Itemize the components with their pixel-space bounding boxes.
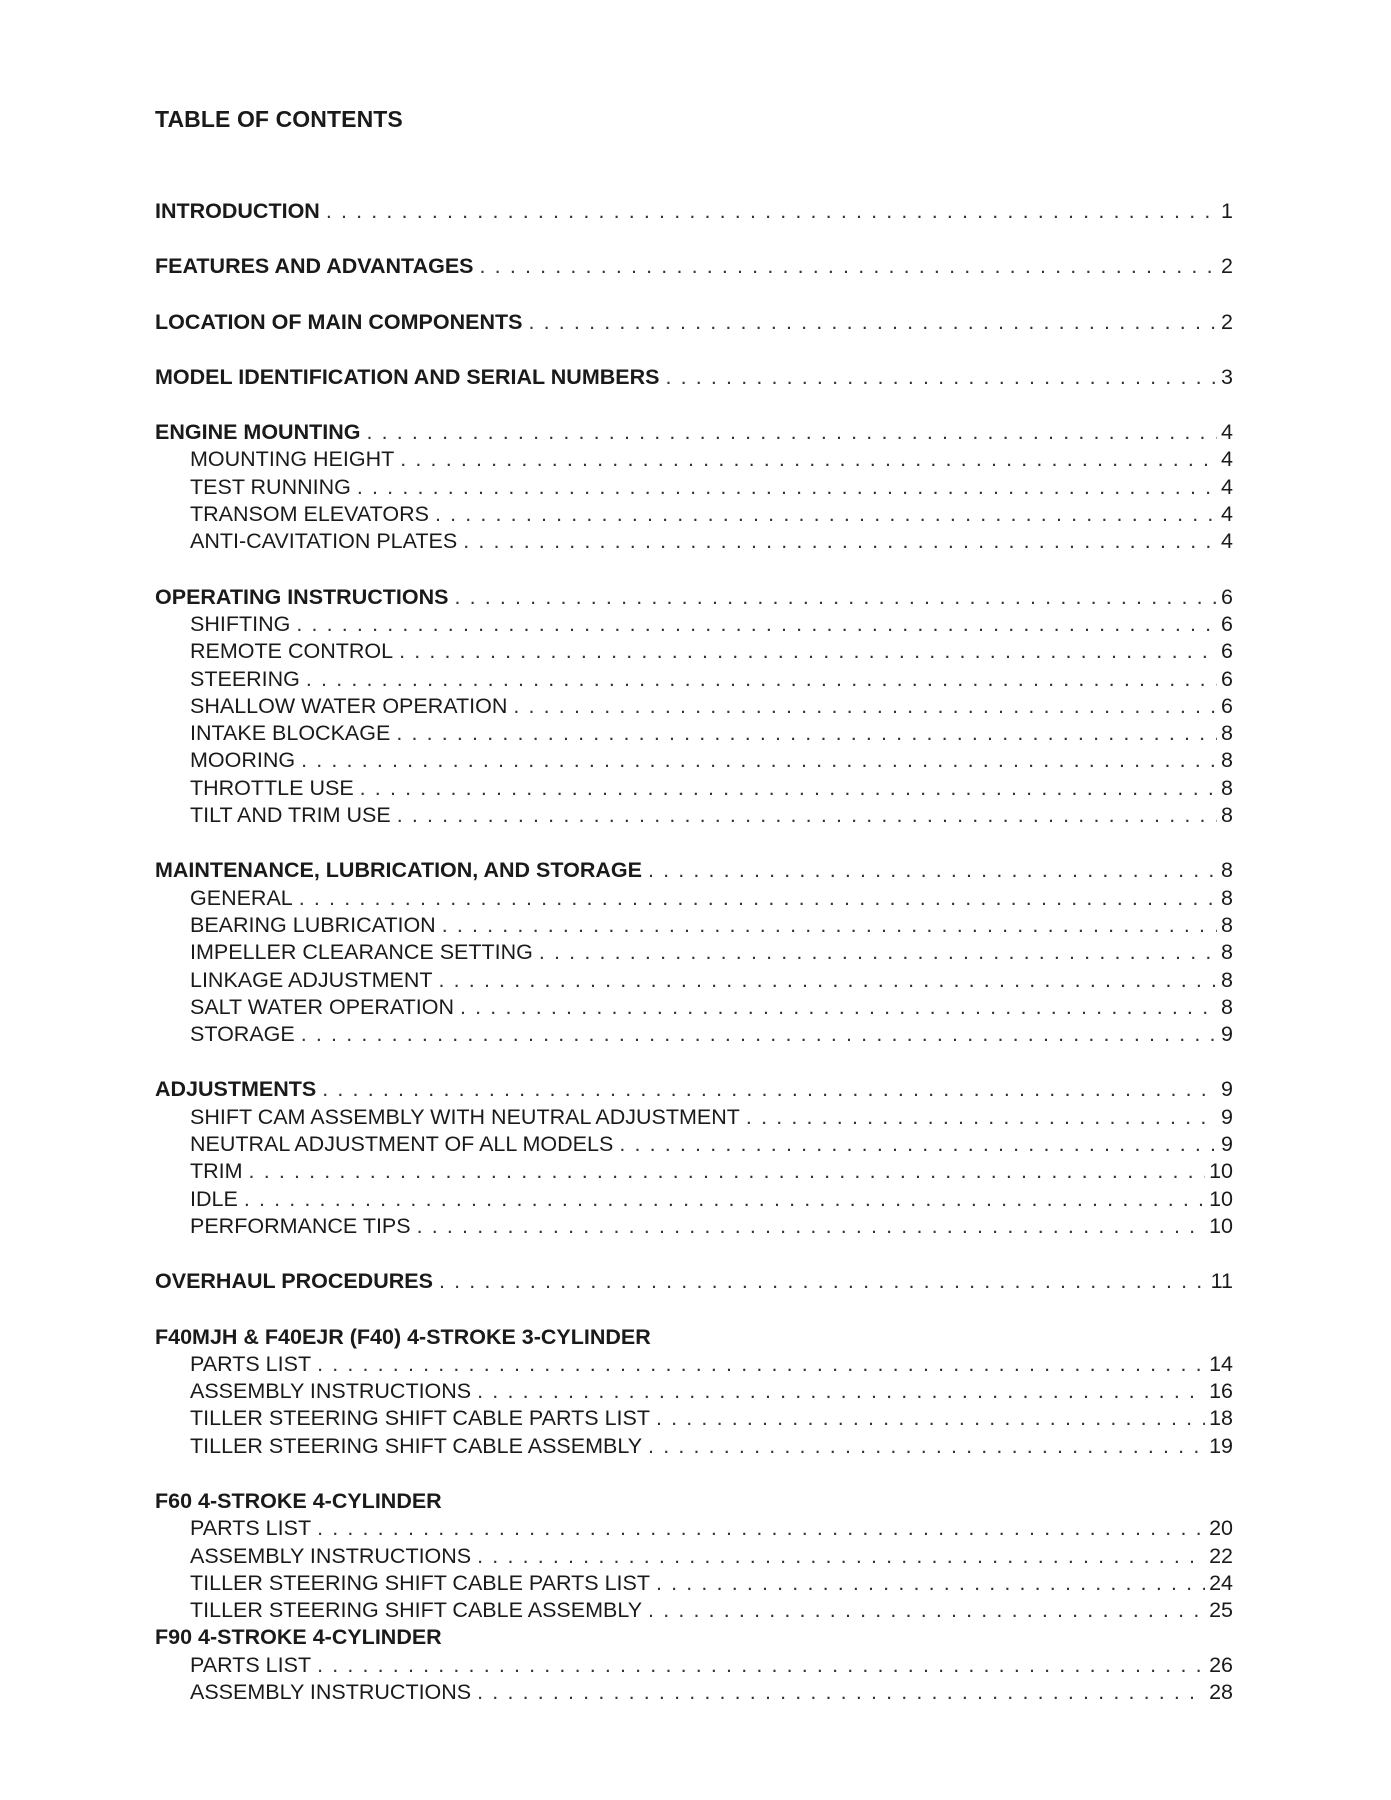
- toc-entry-title: TILT AND TRIM USE: [190, 803, 391, 828]
- toc-entry[interactable]: [155, 1268, 1233, 1295]
- toc-page-number: 6: [1221, 584, 1233, 609]
- toc-page-number: 2: [1221, 309, 1233, 334]
- toc-entry-title: GENERAL: [190, 885, 293, 910]
- toc-page-number: 6: [1221, 639, 1233, 664]
- dot-leader: [460, 994, 1217, 1021]
- section-spacer: [155, 1240, 1233, 1268]
- toc-page-number: 26: [1209, 1652, 1233, 1677]
- toc-subentry[interactable]: [155, 1021, 1233, 1048]
- toc-page-number: 8: [1221, 885, 1233, 910]
- dot-leader: [442, 912, 1217, 939]
- toc-page-number: 8: [1221, 912, 1233, 937]
- toc-section-heading: [155, 1324, 1233, 1351]
- toc-entry-title: PARTS LIST: [190, 1351, 312, 1376]
- dot-leader: [439, 1268, 1207, 1295]
- toc-page-number: 4: [1221, 474, 1233, 499]
- toc-entry-title: TRANSOM ELEVATORS: [190, 502, 429, 527]
- toc-subentry[interactable]: [155, 802, 1233, 829]
- toc-subentry[interactable]: [155, 1597, 1233, 1624]
- toc-entry-title: STEERING: [190, 666, 300, 691]
- section-spacer: [155, 281, 1233, 309]
- toc-entry-title: SHIFTING: [190, 611, 291, 636]
- dot-leader: [648, 1597, 1205, 1624]
- toc-page-number: 6: [1221, 611, 1233, 636]
- toc-subentry[interactable]: [155, 1543, 1233, 1570]
- dot-leader: [665, 364, 1217, 391]
- toc-page-number: 6: [1221, 693, 1233, 718]
- table-of-contents: [155, 198, 1233, 1706]
- toc-subentry[interactable]: [155, 1213, 1233, 1240]
- toc-entry-title: TILLER STEERING SHIFT CABLE ASSEMBLY: [190, 1433, 643, 1458]
- toc-entry-title: PERFORMANCE TIPS: [190, 1213, 411, 1238]
- dot-leader: [397, 802, 1217, 829]
- toc-subentry[interactable]: [155, 1186, 1233, 1213]
- toc-entry-title: LOCATION OF MAIN COMPONENTS: [155, 309, 523, 334]
- dot-leader: [301, 1021, 1217, 1048]
- dot-leader: [539, 939, 1217, 966]
- toc-subentry[interactable]: [155, 1351, 1233, 1378]
- toc-entry-title: LINKAGE ADJUSTMENT: [190, 967, 433, 992]
- toc-page-number: 1: [1221, 199, 1233, 223]
- toc-entry-title: IDLE: [190, 1186, 238, 1211]
- toc-subentry[interactable]: [155, 1570, 1233, 1597]
- toc-subentry[interactable]: [155, 1405, 1233, 1432]
- toc-page-number: 8: [1221, 803, 1233, 828]
- dot-leader: [528, 309, 1217, 336]
- toc-subentry[interactable]: [155, 693, 1233, 720]
- toc-entry-title: MODEL IDENTIFICATION AND SERIAL NUMBERS: [155, 364, 660, 389]
- toc-page-number: 20: [1209, 1516, 1233, 1541]
- toc-entry[interactable]: [155, 857, 1233, 884]
- toc-subentry[interactable]: [155, 1652, 1233, 1679]
- dot-leader: [396, 720, 1217, 747]
- dot-leader: [400, 446, 1217, 473]
- toc-entry-title: OVERHAUL PROCEDURES: [155, 1269, 433, 1294]
- dot-leader: [477, 1543, 1205, 1570]
- toc-entry-title: F60 4-STROKE 4-CYLINDER: [155, 1488, 442, 1513]
- toc-entry[interactable]: [155, 1076, 1233, 1103]
- dot-leader: [477, 1378, 1205, 1405]
- dot-leader: [322, 1076, 1217, 1103]
- toc-subentry[interactable]: [155, 1131, 1233, 1158]
- section-spacer: [155, 1048, 1233, 1076]
- dot-leader: [244, 1186, 1205, 1213]
- toc-page-number: 8: [1221, 775, 1233, 800]
- toc-entry-title: INTAKE BLOCKAGE: [190, 721, 391, 746]
- toc-entry-title: ASSEMBLY INSTRUCTIONS: [190, 1543, 472, 1568]
- toc-page-number: 9: [1221, 1104, 1233, 1129]
- dot-leader: [317, 1351, 1205, 1378]
- toc-entry[interactable]: [155, 584, 1233, 611]
- toc-entry-title: SHALLOW WATER OPERATION: [190, 693, 508, 718]
- page-title: TABLE OF CONTENTS: [155, 106, 403, 132]
- toc-entry-title: REMOTE CONTROL: [190, 639, 394, 664]
- toc-entry-title: ASSEMBLY INSTRUCTIONS: [190, 1379, 472, 1404]
- toc-subentry[interactable]: [155, 528, 1233, 555]
- toc-subentry[interactable]: [155, 912, 1233, 939]
- dot-leader: [656, 1405, 1205, 1432]
- document-page: [155, 105, 1233, 1706]
- section-spacer: [155, 829, 1233, 857]
- dot-leader: [480, 253, 1218, 280]
- toc-page-number: 22: [1209, 1543, 1233, 1568]
- toc-page-number: 28: [1209, 1680, 1233, 1705]
- toc-page-number: 18: [1209, 1406, 1233, 1431]
- dot-leader: [249, 1158, 1206, 1185]
- toc-entry[interactable]: [155, 309, 1233, 336]
- toc-subentry[interactable]: [155, 666, 1233, 693]
- toc-page-number: 9: [1221, 1077, 1233, 1102]
- toc-page-number: 24: [1209, 1570, 1233, 1595]
- toc-page-number: 4: [1221, 420, 1233, 445]
- toc-entry[interactable]: [155, 419, 1233, 446]
- toc-page-number: 8: [1221, 994, 1233, 1019]
- dot-leader: [454, 584, 1217, 611]
- toc-subentry[interactable]: [155, 1433, 1233, 1460]
- toc-subentry[interactable]: [155, 939, 1233, 966]
- dot-leader: [317, 1515, 1205, 1542]
- toc-page-number: 25: [1209, 1598, 1233, 1623]
- toc-section-heading: [155, 1488, 1233, 1515]
- toc-page-number: 8: [1221, 721, 1233, 746]
- dot-leader: [648, 1433, 1205, 1460]
- toc-page-number: 11: [1210, 1269, 1233, 1294]
- toc-page-number: 4: [1221, 502, 1233, 527]
- toc-entry-title: ANTI-CAVITATION PLATES: [190, 529, 458, 554]
- toc-subentry[interactable]: [155, 747, 1233, 774]
- toc-subentry[interactable]: [155, 994, 1233, 1021]
- toc-page-number: 19: [1209, 1433, 1233, 1458]
- dot-leader: [746, 1104, 1217, 1131]
- toc-page-number: 8: [1221, 967, 1233, 992]
- toc-entry-title: INTRODUCTION: [155, 199, 320, 223]
- toc-page-number: 3: [1221, 364, 1233, 389]
- toc-subentry[interactable]: [155, 720, 1233, 747]
- toc-entry-title: PARTS LIST: [190, 1516, 312, 1541]
- toc-entry-title: FEATURES AND ADVANTAGES: [155, 254, 474, 279]
- toc-page-number: 4: [1221, 529, 1233, 554]
- dot-leader: [366, 419, 1217, 446]
- toc-subentry[interactable]: [155, 446, 1233, 473]
- toc-entry-title: F90 4-STROKE 4-CYLINDER: [155, 1625, 442, 1650]
- toc-entry-title: SALT WATER OPERATION: [190, 994, 455, 1019]
- toc-entry-title: TEST RUNNING: [190, 474, 351, 499]
- dot-leader: [417, 1213, 1205, 1240]
- dot-leader: [648, 857, 1217, 884]
- dot-leader: [306, 666, 1217, 693]
- toc-page-number: 10: [1209, 1213, 1233, 1238]
- dot-leader: [439, 967, 1218, 994]
- toc-page-number: 8: [1221, 940, 1233, 965]
- section-spacer: [155, 336, 1233, 364]
- toc-subentry[interactable]: [155, 1378, 1233, 1405]
- dot-leader: [656, 1570, 1205, 1597]
- toc-entry-title: F40MJH & F40EJR (F40) 4-STROKE 3-CYLINDER: [155, 1324, 651, 1349]
- toc-subentry[interactable]: [155, 1515, 1233, 1542]
- toc-entry-title: TILLER STEERING SHIFT CABLE PARTS LIST: [190, 1570, 650, 1595]
- toc-page-number: 10: [1209, 1186, 1233, 1211]
- toc-subentry[interactable]: [155, 638, 1233, 665]
- dot-leader: [299, 885, 1217, 912]
- toc-entry-title: STORAGE: [190, 1022, 295, 1047]
- toc-entry-title: TILLER STEERING SHIFT CABLE ASSEMBLY: [190, 1598, 643, 1623]
- toc-page-number: 2: [1221, 254, 1233, 279]
- toc-entry[interactable]: [155, 364, 1233, 391]
- toc-entry-title: ADJUSTMENTS: [155, 1077, 317, 1102]
- dot-leader: [317, 1652, 1205, 1679]
- toc-entry-title: TILLER STEERING SHIFT CABLE PARTS LIST: [190, 1406, 650, 1431]
- toc-subentry[interactable]: [155, 474, 1233, 501]
- toc-entry[interactable]: [155, 253, 1233, 280]
- toc-page-number: 6: [1221, 666, 1233, 691]
- toc-entry-title: IMPELLER CLEARANCE SETTING: [190, 940, 533, 965]
- toc-subentry[interactable]: [155, 885, 1233, 912]
- toc-subentry[interactable]: [155, 1104, 1233, 1131]
- toc-entry-title: PARTS LIST: [190, 1652, 312, 1677]
- dot-leader: [357, 474, 1217, 501]
- dot-leader: [463, 528, 1217, 555]
- dot-leader: [513, 693, 1217, 720]
- toc-entry[interactable]: [155, 198, 1233, 225]
- toc-page-number: 4: [1221, 447, 1233, 472]
- section-spacer: [155, 391, 1233, 419]
- toc-entry-title: TRIM: [190, 1159, 243, 1184]
- toc-subentry[interactable]: [155, 775, 1233, 802]
- toc-page-number: 10: [1209, 1159, 1233, 1184]
- section-spacer: [155, 225, 1233, 253]
- toc-page-number: 16: [1209, 1379, 1233, 1404]
- toc-entry-title: THROTTLE USE: [190, 775, 354, 800]
- toc-subentry[interactable]: [155, 1158, 1233, 1185]
- section-spacer: [155, 1460, 1233, 1488]
- toc-entry-title: BEARING LUBRICATION: [190, 912, 436, 937]
- toc-entry-title: ASSEMBLY INSTRUCTIONS: [190, 1680, 472, 1705]
- toc-entry-title: ENGINE MOUNTING: [155, 420, 361, 445]
- toc-page-number: 8: [1221, 858, 1233, 883]
- dot-leader: [360, 775, 1217, 802]
- toc-entry-title: NEUTRAL ADJUSTMENT OF ALL MODELS: [190, 1132, 614, 1157]
- toc-section-heading: [155, 1624, 1233, 1651]
- dot-leader: [326, 198, 1217, 225]
- dot-leader: [301, 747, 1217, 774]
- toc-subentry[interactable]: [155, 967, 1233, 994]
- section-spacer: [155, 1296, 1233, 1324]
- dot-leader: [296, 611, 1217, 638]
- dot-leader: [435, 501, 1217, 528]
- toc-entry-title: MOUNTING HEIGHT: [190, 447, 395, 472]
- toc-entry-title: SHIFT CAM ASSEMBLY WITH NEUTRAL ADJUSTMENT: [190, 1104, 740, 1129]
- toc-entry-title: MOORING: [190, 748, 296, 773]
- toc-subentry[interactable]: [155, 1679, 1233, 1706]
- dot-leader: [399, 638, 1217, 665]
- toc-entry-title: OPERATING INSTRUCTIONS: [155, 584, 449, 609]
- toc-page-number: 9: [1221, 1022, 1233, 1047]
- toc-page-number: 8: [1221, 748, 1233, 773]
- toc-page-number: 9: [1221, 1132, 1233, 1157]
- toc-subentry[interactable]: [155, 501, 1233, 528]
- dot-leader: [477, 1679, 1205, 1706]
- dot-leader: [619, 1131, 1217, 1158]
- toc-page-number: 14: [1209, 1351, 1233, 1376]
- toc-subentry[interactable]: [155, 611, 1233, 638]
- toc-entry-title: MAINTENANCE, LUBRICATION, AND STORAGE: [155, 858, 642, 883]
- section-spacer: [155, 556, 1233, 584]
